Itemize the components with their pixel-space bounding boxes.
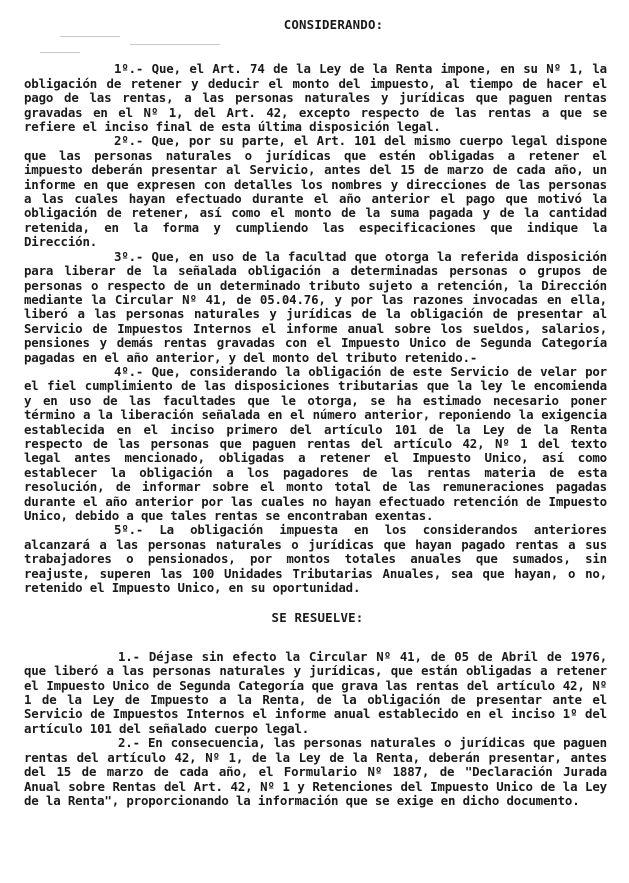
scan-speck <box>40 52 80 53</box>
heading-considerando: CONSIDERANDO: <box>283 17 384 32</box>
heading-se-resuelve: SE RESUELVE: <box>271 610 364 626</box>
considerando-1: 1º.- Que, el Art. 74 de la Ley de la Renta impone, en su Nº 1, la obligación de retener y deducir el monto del impuesto, al tiempo de hacer el pago de las rentas, a las personas naturales y jurídicas que paguen rentas gravadas en el Nº 1, del Art. 42, excepto respecto de las rentas a que se refiere el inciso final de esta última disposición legal. <box>24 61 607 135</box>
considerando-3: 3º.- Que, en uso de la facultad que otorga la referida disposición para liberar de la señalada obligación a determinadas personas o grupos de personas o respecto de un determinado tributo sujeto a retención, la Dirección mediante la Circular Nº 41, de 05.04.76, y por las razones invocadas en ella, liberó a las personas naturales y jurídicas de la obligación de presentar al Servicio de Impuestos Internos el informe anual sobre los sueldos, salarios, pensiones y demás rentas gravadas con el Impuesto Unico de Segunda Categoría pagadas en el año anterior, y del monto del tributo retenido.- <box>24 248 607 365</box>
scan-speck <box>130 44 220 45</box>
resolucion-1: 1.- Déjase sin efecto la Circular Nº 41, de 05 de Abril de 1976, que liberó a las personas naturales y jurídicas, que están obligadas a retener el Impuesto Unico de Segunda Categoría que grava las rentas del artículo 42, Nº 1 de la Ley de Impuesto a la Renta, de la obligación de presentar ante el Servicio de Impuestos Internos el informe anual establecido en el inciso 1º del artículo 101 del señalado cuerpo legal. <box>24 648 607 736</box>
considerando-2: 2º.- Que, por su parte, el Art. 101 del mismo cuerpo legal dispone que las personas naturales o jurídicas que estén obligadas a retener el impuesto deberán presentar al Servicio, antes del 15 de marzo de cada año, un informe en que expresen con detalles los nombres y direcciones de las personas a las cuales hayan efectuado durante el año anterior el pago que motivó la obligación de retener, así como el monto de la suma pagada y de la cantidad retenida, en la forma y cumpliendo las especificaciones que indique la Dirección. <box>24 133 607 250</box>
resolucion-2: 2.- En consecuencia, las personas naturales o jurídicas que paguen rentas del artículo 42, Nº 1, de la Ley de la Renta, deberán presentar, antes del 15 de marzo de cada año, el Formulario Nº 1887, de "Declaración Jurada Anual sobre Rentas del Art. 42, Nº 1 y Retenciones del Impuesto Unico de la Ley de la Renta", proporcionando la información que se exige en dicho documento. <box>24 735 607 808</box>
considerando-4: 4º.- Que, considerando la obligación de este Servicio de velar por el fiel cumplimiento de las disposiciones tributarias que la ley le encomienda y en uso de las facultades que le otorga, se ha estimado necesario poner término a la liberación señalada en el número anterior, reponiendo la exigencia establecida en el inciso primero del artículo 101 de la Ley de la Renta respecto de las personas que paguen rentas del artículo 42, Nº 1 del texto legal antes mencionado, obligadas a retener el Impuesto Unico, así como establecer la obligación a los pagadores de las rentas materia de esta resolución, de informar sobre el monto total de las remuneraciones pagadas durante el año anterior por las cuales no hayan efectuado retención de Impuesto Unico, debido a que tales rentas se encontraban exentas. <box>24 363 607 523</box>
considerando-5: 5º.- La obligación impuesta en los considerandos anteriores alcanzará a las personas naturales o jurídicas que hayan pagado rentas a sus trabajadores o pensionados, por montos totales anuales que sumados, sin reajuste, superen las 100 Unidades Tributarias Anuales, sea que hayan, o no, retenido el Impuesto Unico, en su oportunidad. <box>24 522 607 596</box>
scan-speck <box>60 36 120 37</box>
